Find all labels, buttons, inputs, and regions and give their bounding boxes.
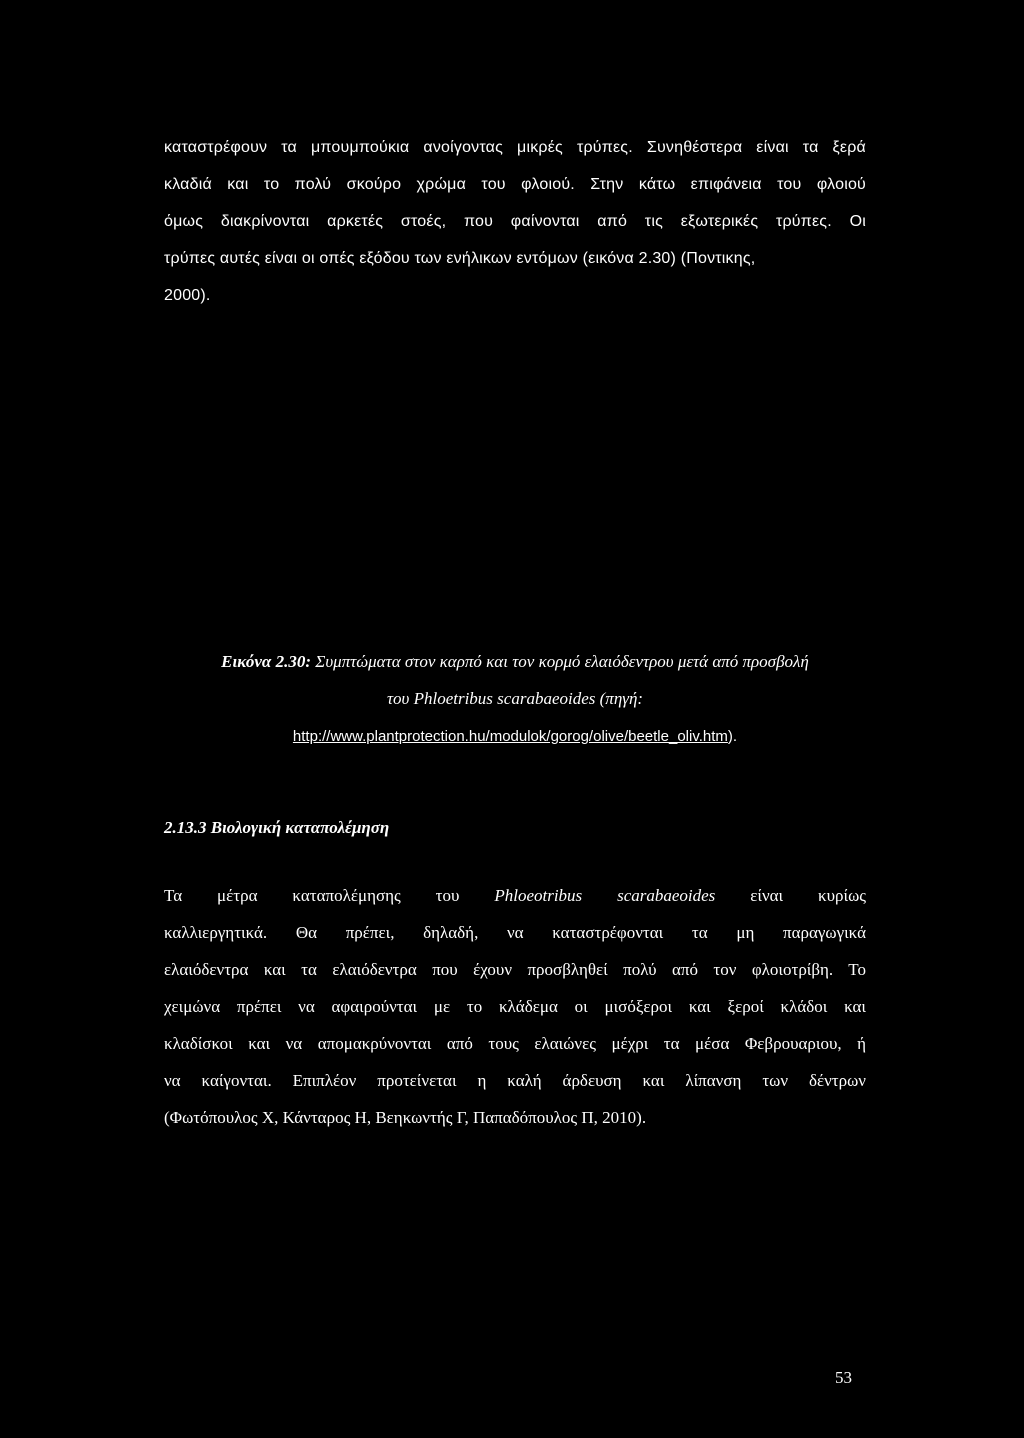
figure-caption-line-2 [164,689,866,709]
section-heading: 2.13.3 Βιολογική καταπολέμηση [164,818,390,837]
paragraph-line: ελαιόδεντρα και τα ελαιόδεντρα που έχουν προσβληθεί πολύ από τον φλοιοτρίβη. Το [164,960,866,979]
caption-species: Phloetribus scarabaeoides [413,689,596,708]
paragraph-line: χειμώνα πρέπει να αφαιρούνται με το κλάδεμα οι μισόξεροι και ξεροί κλάδοι και [164,997,866,1016]
caption-source-prefix: (πηγή: [599,689,644,708]
figure-caption-line-3 [164,726,866,747]
paragraph-line [164,886,866,906]
paragraph-line: 2000). [164,287,211,304]
caption-text: Συμπτώματα στον καρπό και τον κορμό ελαιόδεντρου μετά από προσβολή [315,652,809,671]
source-link[interactable]: http://www.plantprotection.hu/modulok/gorog/olive/beetle_oliv.htm [292,728,728,745]
paragraph-line: καταστρέφουν τα μπουμπούκια ανοίγοντας μικρές τρύπες. Συνηθέστερα είναι τα ξερά [164,139,866,156]
paragraph-line: κλαδίσκοι και να απομακρύνονται από τους ελαιώνες μέχρι τα μέσα Φεβρουαριου, ή [164,1034,866,1053]
page-number: 53 [835,1368,852,1387]
paragraph-line: (Φωτόπουλος Χ, Κάνταρος Η, Βεηκωντής Γ, Παπαδόπουλος Π, 2010). [164,1108,647,1127]
paragraph-text: Τα μέτρα καταπολέμησης του [164,886,460,905]
figure-label: Εικόνα 2.30: [221,652,311,671]
paragraph-line: να καίγονται. Επιπλέον προτείνεται η καλή άρδευση και λίπανση των δέντρων [164,1071,866,1090]
paragraph-text: είναι κυρίως [750,886,866,905]
figure-caption-line-1 [164,652,866,672]
species-name: Phloeotribus scarabaeoides [494,886,716,905]
paragraph-line: όμως διακρίνονται αρκετές στοές, που φαίνονται από τις εξωτερικές τρύπες. Οι [164,213,866,230]
paragraph-line: κλαδιά και το πολύ σκούρο χρώμα του φλοιού. Στην κάτω επιφάνεια του φλοιού [164,176,866,193]
caption-prefix: του [386,689,410,708]
source-link-suffix: ). [727,728,738,745]
paragraph-line: καλλιεργητικά. Θα πρέπει, δηλαδή, να καταστρέφονται τα μη παραγωγικά [164,923,866,942]
paragraph-line: τρύπες αυτές είναι οι οπές εξόδου των ενήλικων εντόμων (εικόνα 2.30) (Ποντικης, [164,250,756,267]
